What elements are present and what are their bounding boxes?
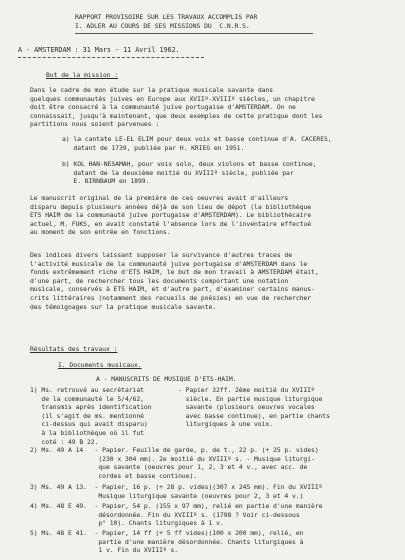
documents-heading: I. Documents musicaux. <box>58 361 142 369</box>
entry-5-line: partie d'une manière désordonnée. Chants liturgiques à <box>30 537 304 546</box>
entry-1-left-line: (il s'agit de ms. mentionné <box>30 411 144 420</box>
entry-3-line: 3) Ms. 49 A 13. - Papier, 16 p. (+ 28 p. vides)(307 x 245 mm). Fin du XVIIIº <box>30 483 323 491</box>
entry-1-left-line: transmis après identification <box>30 403 152 412</box>
entry-4-line: 4) Ms. 48 E 49. - Papier, 54 p. (155 x 97 mm), relié en partie d'une manière <box>30 502 323 510</box>
but-item-a-line: a) la cantate LE-EL ELIM pour deux voix et basse continue d'A. CACERES, <box>62 135 332 143</box>
but-paragraph-3-line: l'activité musicale de la communauté juive portugaise d'AMSTERDAM dans le <box>30 259 308 268</box>
report-title-line1: RAPPORT PROVISOIRE SUR LES TRAVAUX ACCOMPLIS PAR <box>75 13 258 21</box>
but-paragraph-3-line: crits littéraires (notamment des recueils de poésies) en vue de rechercher <box>30 294 312 302</box>
manuscrits-heading: A - MANUSCRITS DE MUSIQUE D'ETS-HAIM. <box>96 375 237 383</box>
but-paragraph-1-line: Dans le cadre de mon étude sur la pratique musicale savante dans <box>30 86 274 94</box>
entry-3-line: Musique liturgique savante (oeuvres pour 2, 3 et 4 v.) <box>30 491 304 500</box>
entry-1-left-line: à la bibliothèque où il fut <box>30 429 144 437</box>
but-paragraph-1-line: doit être consacré à la communauté juive portugaise d'AMSTERDAM. On ne <box>30 103 296 112</box>
entry-1-right-line: savante (plusieurs oeuvres vocales <box>178 403 315 412</box>
entry-1-right-line: - Papier 32ff. 2ème moitié du XVIIIº <box>178 386 315 394</box>
but-paragraph-3-line: des témoignages sur la pratique musicale savante. <box>30 302 217 311</box>
but-paragraph-3-line: musicale, conservés à ETS HAIM, et d'autre part, d'examiner certains manus- <box>30 285 315 294</box>
entry-5-line: 1 v. Fin du XVIIIº s. <box>30 546 179 555</box>
title-underline <box>75 33 313 34</box>
but-heading: But de la mission : <box>46 71 119 79</box>
but-item-b-line: b) KOL HAN-NESAMAH, pour voix solo, deux violons et basse continue, <box>62 160 317 168</box>
entry-1-left-line: de la communauté le 5/4/62, <box>30 394 144 403</box>
but-item-a-line: datant de 1739, publiée par H. KRIEG en 1951. <box>62 143 245 152</box>
mission-label: A - AMSTERDAM : 31 Mars - 11 Avril 1962. <box>18 46 180 54</box>
but-paragraph-3-line: d'une part, de rechercher tous les documents comportant une notation <box>30 276 289 285</box>
entry-2-line: cordes et basse continue). <box>30 471 198 480</box>
entry-2-line: que savante (oeuvres pour 1, 2, 3 et 4 v., avec acc. de <box>30 463 308 472</box>
but-paragraph-2-line: ETS HAIM de la communauté juive portugaise d'AMSTERDAM). Le bibliothécaire <box>30 211 312 220</box>
but-paragraph-1-line: connaissait, jusqu'à maintenant, que deux exemples de cette pratique dont les <box>30 111 323 120</box>
entry-2-line: (230 x 304 mm). 2e moitié du XVIIIº s. - Musique liturgi- <box>30 454 315 463</box>
entry-1-left-line: ci-dessus qui avait disparu) <box>30 420 148 429</box>
but-item-b-line: E. BIRNBAUM en 1899. <box>62 177 150 186</box>
entry-1-left-line: coté : 49 B 22. <box>30 437 99 446</box>
but-paragraph-1-line: partitions nous soient parvenues : <box>30 120 160 129</box>
mission-underline <box>18 57 204 58</box>
resultats-heading: Résultats des travaux : <box>30 345 118 353</box>
but-paragraph-3-line: fonds extrêmement riche d'ETS HAIM, le but de mon travail à AMSTERDAM était, <box>30 268 319 277</box>
but-paragraph-2-line: Le manuscrit original de la première de ces oeuvres avait d'ailleurs <box>30 194 289 202</box>
entry-4-line: p° 10). Chants liturgiques à 1 v. <box>30 519 224 528</box>
but-paragraph-2-line: disparu depuis plusieurs années déjà de son lieu de dépot (la bibliothèque <box>30 202 312 211</box>
entry-1-right-line: avec basse continue), en partie chants <box>178 411 330 420</box>
but-paragraph-1-line: quelques communautés juives en Europe aux XVIIº-XVIIIº siècles, un chapitre <box>30 94 315 103</box>
but-paragraph-2-line: actuel, M. FUKS, en avait constaté l'absence lors de l'inventaire effectué <box>30 219 312 228</box>
entry-5-line: 5) Ms. 48 E 41. - Papier, 14 ff (+ 5 ff vides)(100 x 200 mm), relié, en <box>30 529 304 537</box>
report-title-line2: I. ADLER AU COURS DE SES MISSIONS DU C.N.R.S. <box>75 22 250 30</box>
but-paragraph-3-line: Des indices divers laissant supposer la survivance d'autres traces de <box>30 251 293 259</box>
entry-1-right-line: liturgiques à une voix. <box>178 420 273 429</box>
entry-2-line: 2) Ms. 49 A 14 - Papier. Feuille de garde, p. de t., 22 p. (+ 25 p. vides) <box>30 446 319 454</box>
entry-1-left-line: 1) Ms. retrouvé au secrétariat <box>30 386 144 394</box>
but-paragraph-2-line: au moment de son entrée en fonctions. <box>30 228 171 237</box>
entry-4-line: désordonnée. Fin du XVIIIº s. (1798 ? Voir ci-dessous <box>30 510 300 519</box>
but-item-b-line: datant de la deuxième moitié du XVIIIº siècle, publiée par <box>62 168 294 177</box>
entry-1-right-line: siècle. En partie musique liturgique <box>178 394 323 403</box>
